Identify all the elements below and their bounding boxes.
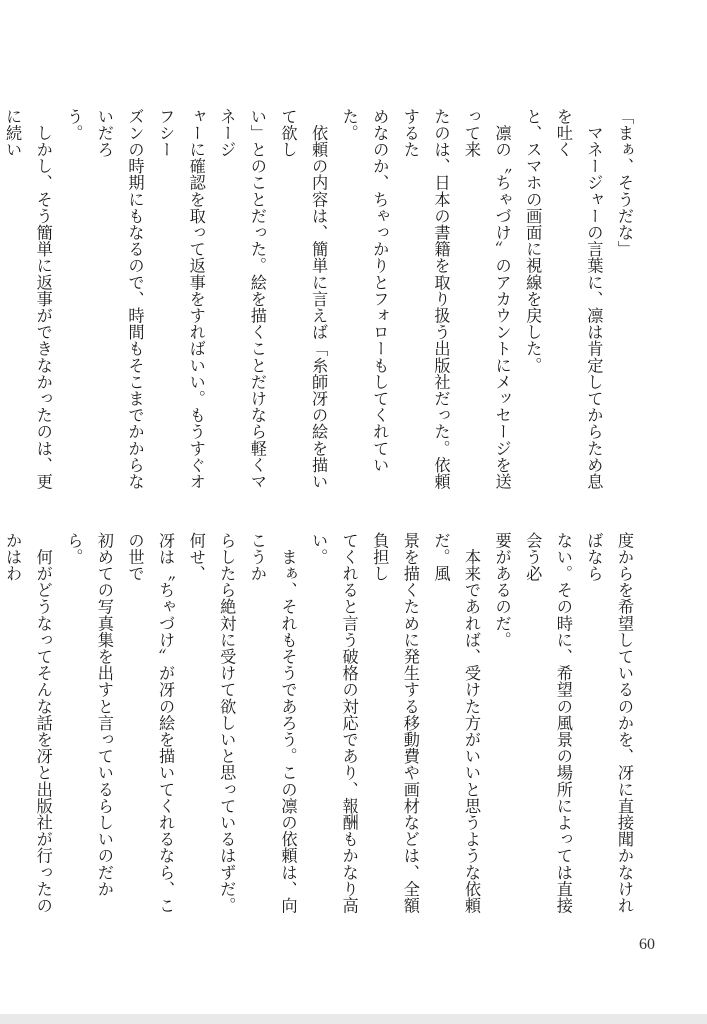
paragraph: マネージャーの言葉に、凛は肯定してからため息を吐く と、スマホの画面に視線を戻した。 <box>523 108 604 490</box>
page-bottom-edge <box>0 1014 707 1024</box>
paragraph: 依頼の内容は、簡単に言えば「糸師冴の絵を描いて欲し い」とのことだった。絵を描くことだけなら軽くマネージ ャーに確認を取って返事をすればいい。もうすぐオフシー ズンの時期にもなるので、時間もそこまでかからないだろ う。 <box>64 108 329 490</box>
lower-text-block <box>3 532 639 918</box>
paragraph: 凛の〝ちゃづけ〟のアカウントにメッセージを送って来 たのは、日本の書籍を取り扱う出版社だった。依頼するた めなのか、ちゃっかりとフォローもしてくれていた。 <box>339 108 512 490</box>
paragraph: 本来であれば、受けた方がいいと思うような依頼だ。風 景を描くために発生する移動費や画材などは、全額負担し てくれると言う破格の対応であり、報酬もかなり高い。 <box>309 532 482 914</box>
paragraph: 「まぁ、そうだな」 <box>615 108 634 258</box>
paragraph: 度からを希望しているのかを、冴に直接聞かなければなら ない。その時に、希望の風景の場所によっては直接会う必 要があるのだ。 <box>492 532 634 914</box>
paragraph: まぁ、それもそうであろう。この凛の依頼は、向こうか らしたら絶対に受けて欲しいと思っているはずだ。何せ、 冴は〝ちゃづけ〟が冴の絵を描いてくれるなら、この世で 初めての写真集を出すと言っているらしいのだから。 <box>64 532 298 914</box>
paragraph: しかし、そう簡単に返事ができなかったのは、更に続い <box>3 108 53 490</box>
upper-text-block <box>3 108 639 494</box>
paragraph: 何がどうなってそんな話を冴と出版社が行ったのかはわ <box>3 532 53 914</box>
page-number: 60 <box>639 936 655 953</box>
